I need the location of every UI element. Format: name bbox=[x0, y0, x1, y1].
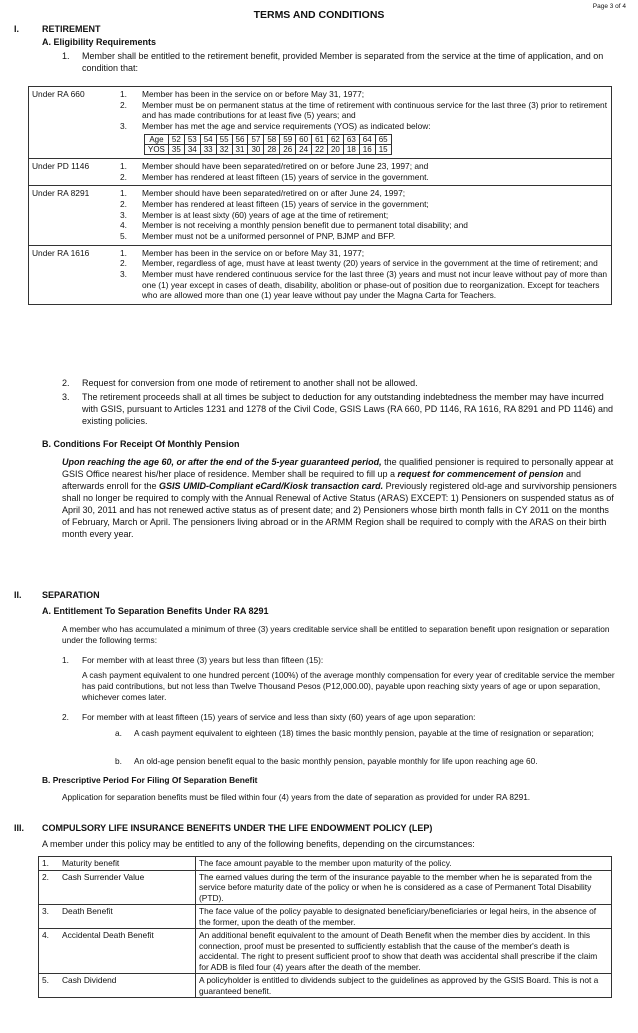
separation-term-1-text: For member with at least three (3) years but less than fifteen (15): bbox=[82, 655, 324, 665]
lep-row bbox=[39, 870, 612, 905]
section-2a-intro: A member who has accumulated a minimum of three (3) years creditable service shall be entitled to separation benefit upon resignation or separation under the following terms: bbox=[62, 624, 610, 645]
law-label: Under RA 1616 bbox=[29, 245, 118, 304]
lep-row bbox=[39, 929, 612, 974]
yos-cell: 33 bbox=[200, 144, 216, 154]
separation-term-1: 1. For member with at least three (3) years but less than fifteen (15): bbox=[62, 655, 617, 666]
age-cell: 56 bbox=[232, 134, 248, 144]
pension-emphasis: GSIS UMID-Compliant eCard/Kiosk transaction card. bbox=[159, 480, 384, 491]
requirement-item: 2. Member, regardless of age, must have at least twenty (20) years of service in the government at the time of retirement; and bbox=[120, 258, 598, 269]
section-1a-intro-number: 1. bbox=[62, 51, 70, 61]
section-2a-title: A. Entitlement To Separation Benefits Under RA 8291 bbox=[42, 606, 269, 616]
requirement-item: 2. Member must be on permanent status at the time of retirement with continuous service for the last three (3) prior to retirement and has made contributions for at least five (5) years; and bbox=[120, 99, 608, 121]
law-row-ra1616 bbox=[29, 245, 612, 304]
law-label: Under PD 1146 bbox=[29, 159, 118, 186]
section-1a-item-2: 2. Request for conversion from one mode of retirement to another shall not be allowed. bbox=[62, 378, 622, 390]
age-cell: 52 bbox=[168, 134, 184, 144]
pension-text: the qualified pensioner is required to personally appear at GSIS Office nearest his/her place of residence. Member shall be required to fill up a bbox=[62, 457, 614, 479]
lep-benefit-desc: The face value of the policy payable to designated beneficiary/beneficiaries or legal heirs, in the absence of the former, upon the death of the member. bbox=[196, 905, 612, 929]
law-row-ra660 bbox=[29, 87, 612, 159]
lep-benefits-table bbox=[38, 856, 612, 998]
separation-term-2b-text: An old-age pension benefit equal to the basic monthly pension, payable monthly for life upon reaching age 60. bbox=[134, 756, 538, 766]
retirement-law-table bbox=[28, 86, 612, 305]
separation-term-2a: a. A cash payment equivalent to eighteen (18) times the basic monthly pension, payable at the time of resignation or separation; bbox=[115, 728, 617, 739]
lep-row bbox=[39, 905, 612, 929]
age-cell: 57 bbox=[248, 134, 264, 144]
yos-row bbox=[145, 144, 392, 154]
yos-cell: 30 bbox=[248, 144, 264, 154]
yos-cell: 32 bbox=[216, 144, 232, 154]
section-1-title: RETIREMENT bbox=[42, 24, 101, 34]
section-1a-item-3: 3. The retirement proceeds shall at all times be subject to deduction for any outstanding indebtedness the member may have incurred with GSIS, pursuant to Articles 1231 and 1278 of the Civil Code, GSIS Laws (RA 660, PD 1146, RA 1616, RA 8291 and PD 1146) and existing policies. bbox=[62, 392, 622, 428]
lep-benefit-name: 2. Cash Surrender Value bbox=[39, 870, 196, 905]
requirement-item: 4. Member is not receiving a monthly pension benefit due to permanent total disability; and bbox=[120, 220, 468, 231]
requirement-item: 2. Member has rendered at least fifteen (15) years of service in the government. bbox=[120, 171, 429, 182]
yos-cell: 24 bbox=[296, 144, 312, 154]
page-title: TERMS AND CONDITIONS bbox=[253, 9, 385, 21]
age-cell: 54 bbox=[200, 134, 216, 144]
age-cell: 62 bbox=[327, 134, 343, 144]
age-cell: 65 bbox=[375, 134, 391, 144]
section-2-number: II. bbox=[14, 590, 22, 600]
yos-cell: 28 bbox=[264, 144, 280, 154]
separation-term-2b: b. An old-age pension benefit equal to the basic monthly pension, payable monthly for life upon reaching age 60. bbox=[115, 756, 617, 767]
pension-text: and afterwards enroll for the bbox=[62, 468, 582, 491]
section-2-title: SEPARATION bbox=[42, 590, 100, 600]
age-row bbox=[145, 134, 392, 144]
law-label: Under RA 660 bbox=[32, 89, 85, 99]
age-cell: 61 bbox=[312, 134, 328, 144]
separation-term-2: 2. For member with at least fifteen (15) years of service and less than sixty (60) years of age upon separation: bbox=[62, 712, 617, 723]
yos-cell: 35 bbox=[168, 144, 184, 154]
page-number: Page 3 of 4 bbox=[592, 3, 626, 10]
law-requirements bbox=[117, 159, 612, 186]
yos-label: YOS bbox=[145, 144, 169, 154]
pension-text: Previously registered old-age and survivorship pensioners shall no longer be required to comply with the Annual Renewal of Active Status (ARAS) EXCEPT: 1) Pensioners on suspended status as of April 30, 2011 and has not renewed active status as of present date; and 2) Pensioners whose birth month falls in CY 2011 on the months of February, March or April. The pensioners living abroad or in the ARMM Region shall be required to comply with the ARAS on their birth month every year. bbox=[62, 480, 617, 539]
section-3-title: COMPULSORY LIFE INSURANCE BENEFITS UNDER THE LIFE ENDOWMENT POLICY (LEP) bbox=[42, 823, 433, 833]
lep-benefit-name: 4. Accidental Death Benefit bbox=[39, 929, 196, 974]
requirement-item: 2. Member has rendered at least fifteen (15) years of service in the government; bbox=[120, 199, 429, 210]
yos-cell: 31 bbox=[232, 144, 248, 154]
section-1a-item-3-text: The retirement proceeds shall at all times be subject to deduction for any outstanding indebtedness the member may have incurred with GSIS, pursuant to Articles 1231 and 1278 of the Civil Code, GSIS Laws (RA 660, PD 1146, RA 1616, RA 8291 and PD 1146) and existing policies. bbox=[82, 392, 613, 426]
separation-term-1-body: A cash payment equivalent to one hundred percent (100%) of the average monthly compensation for every year of creditable service the member has paid contributions, but not less than Twelve Thousand Pesos (P12,000.00), payable upon reaching sixty years of age or upon separation, whichever comes later. bbox=[82, 670, 615, 702]
lep-benefit-desc: A policyholder is entitled to dividends subject to the guidelines as approved by the GSIS Board. This is not a guaranteed benefit. bbox=[196, 974, 612, 998]
age-yos-table bbox=[144, 134, 392, 155]
separation-term-2-text: For member with at least fifteen (15) years of service and less than sixty (60) years of age upon separation: bbox=[82, 712, 476, 722]
requirement-item: 5. Member must not be a uniformed personnel of PNP, BJMP and BFP. bbox=[120, 231, 396, 242]
lep-benefit-desc: An additional benefit equivalent to the amount of Death Benefit when the member dies by accident. In this connection, proof must be presented to sufficiently establish that the cause of the member's death is accidental. The right to present sufficient proof to show that death was accidental shall prescribe if the claim for ADB is filed four (4) years after the death of the member. bbox=[196, 929, 612, 974]
law-requirements bbox=[117, 87, 612, 159]
separation-term-2a-text: A cash payment equivalent to eighteen (18) times the basic monthly pension, payable at the time of resignation or separation; bbox=[134, 728, 594, 738]
yos-cell: 16 bbox=[359, 144, 375, 154]
yos-cell: 26 bbox=[280, 144, 296, 154]
requirement-item: 1. Member should have been separated/retired on or before June 23, 1997; and bbox=[120, 161, 429, 172]
requirement-item: 1. Member should have been separated/retired on or after June 24, 1997; bbox=[120, 188, 406, 199]
section-1-number: I. bbox=[14, 24, 20, 34]
section-1a-title: A. Eligibility Requirements bbox=[42, 37, 157, 47]
yos-cell: 34 bbox=[184, 144, 200, 154]
lep-benefit-name: 1. Maturity benefit bbox=[39, 857, 196, 871]
section-1b-body bbox=[62, 457, 617, 541]
pension-emphasis: Upon reaching the age 60, or after the end of the 5-year guaranteed period, bbox=[62, 457, 382, 467]
yos-cell: 18 bbox=[343, 144, 359, 154]
section-1b-title: B. Conditions For Receipt Of Monthly Pension bbox=[42, 439, 240, 449]
requirement-item: 3. Member is at least sixty (60) years of age at the time of retirement; bbox=[120, 209, 389, 220]
law-requirements bbox=[117, 245, 612, 304]
section-1a-intro bbox=[62, 51, 622, 75]
yos-cell: 20 bbox=[327, 144, 343, 154]
section-1a-intro-text: Member shall be entitled to the retirement benefit, provided Member is separated from the service at the time of application, and on condition that: bbox=[82, 51, 604, 73]
age-cell: 53 bbox=[184, 134, 200, 144]
requirement-item: 1. Member has been in the service on or before May 31, 1977; bbox=[120, 247, 365, 258]
requirement-item: 1. Member has been in the service on or before May 31, 1977; bbox=[120, 89, 365, 99]
section-3-number: III. bbox=[14, 823, 25, 833]
law-row-pd1146 bbox=[29, 159, 612, 186]
yos-cell: 22 bbox=[312, 144, 328, 154]
section-2b-body: Application for separation benefits must be filed within four (4) years from the date of separation as provided for under RA 8291. bbox=[62, 792, 531, 802]
age-label: Age bbox=[145, 134, 169, 144]
lep-benefit-name: 5. Cash Dividend bbox=[39, 974, 196, 998]
age-cell: 59 bbox=[280, 134, 296, 144]
age-cell: 60 bbox=[296, 134, 312, 144]
lep-benefit-desc: The earned values during the term of the insurance payable to the member when he is separated from the service before maturity date of the policy or when he is considered as a case of Permanent Total Disability (PTD). bbox=[196, 870, 612, 905]
section-2b-title: B. Prescriptive Period For Filing Of Separation Benefit bbox=[42, 775, 258, 785]
age-cell: 55 bbox=[216, 134, 232, 144]
requirement-item: 3. Member has met the age and service requirements (YOS) as indicated below: bbox=[120, 121, 431, 132]
yos-cell: 15 bbox=[375, 144, 391, 154]
lep-row bbox=[39, 857, 612, 871]
pension-emphasis: request for commencement of pension bbox=[397, 468, 564, 479]
lep-benefit-desc: The face amount payable to the member upon maturity of the policy. bbox=[196, 857, 612, 871]
section-3-intro: A member under this policy may be entitled to any of the following benefits, depending on the circumstances: bbox=[42, 839, 475, 849]
requirement-item: 3. Member must have rendered continuous service for the last three (3) years and must not incur leave without pay of more than one (1) year except in cases of death, disability, abolition or phase-out of position due to reorganization. Except for teachers who are allowed more than one (1) year leave without pay under the Magna Carta for Teachers. bbox=[120, 269, 608, 301]
law-requirements bbox=[117, 186, 612, 245]
age-cell: 63 bbox=[343, 134, 359, 144]
section-1a-item-2-text: Request for conversion from one mode of retirement to another shall not be allowed. bbox=[82, 378, 418, 388]
age-cell: 58 bbox=[264, 134, 280, 144]
lep-benefit-name: 3. Death Benefit bbox=[39, 905, 196, 929]
law-label: Under RA 8291 bbox=[29, 186, 118, 245]
lep-row bbox=[39, 974, 612, 998]
age-cell: 64 bbox=[359, 134, 375, 144]
law-row-ra8291 bbox=[29, 186, 612, 245]
